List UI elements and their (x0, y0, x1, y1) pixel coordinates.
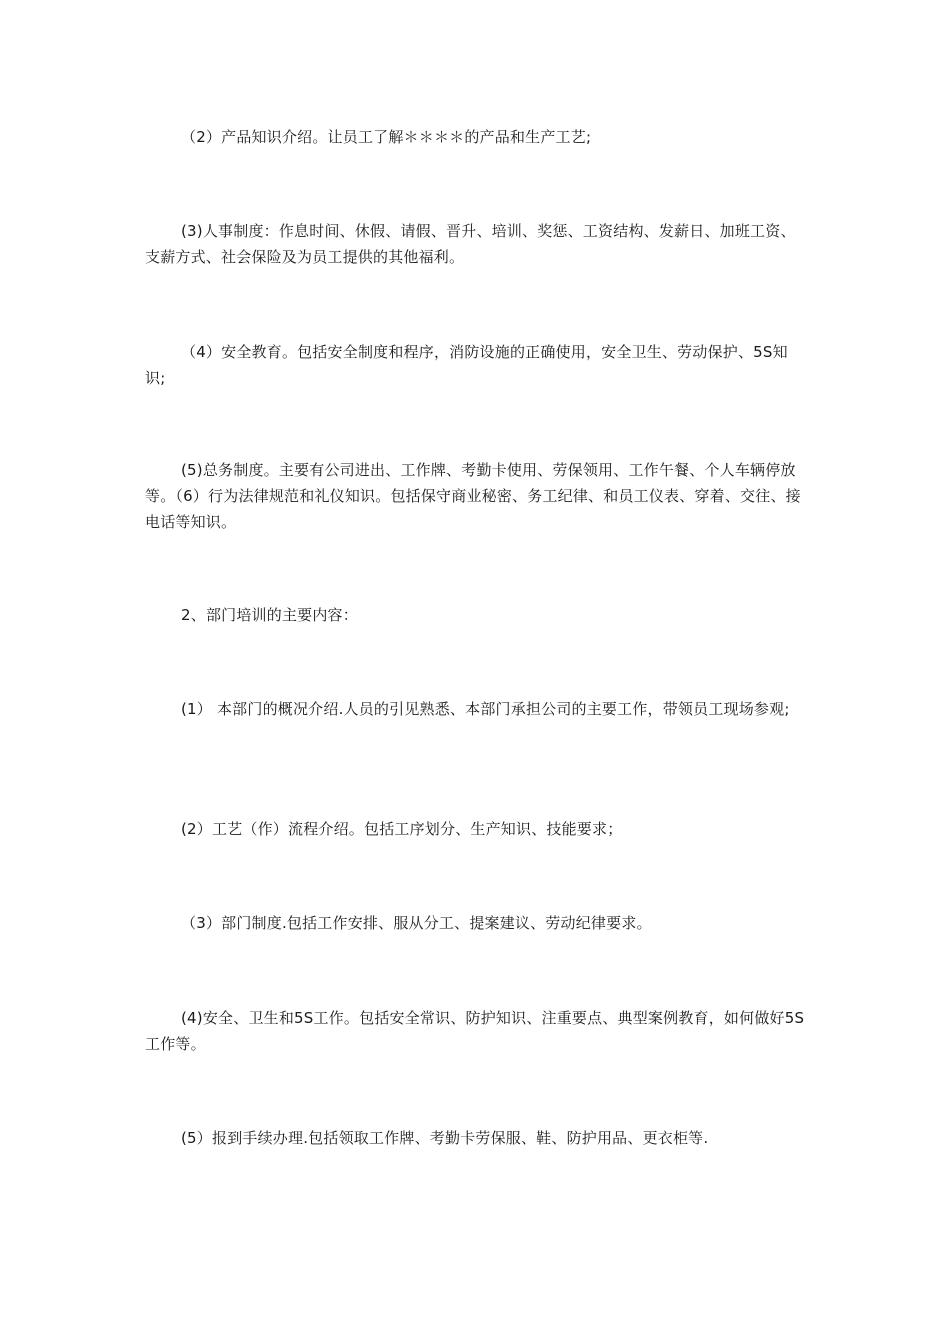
paragraph-product-knowledge: （2）产品知识介绍。让员工了解＊＊＊＊的产品和生产工艺; (181, 128, 592, 146)
paragraph-department-rules: （3）部门制度.包括工作安排、服从分工、提案建议、劳动纪律要求。 (181, 914, 652, 932)
paragraph-department-overview: (1） 本部门的概况介绍.人员的引见熟悉、本部门承担公司的主要工作，带领员工现场参观; (181, 700, 790, 718)
paragraph-general-affairs: (5)总务制度。主要有公司进出、工作牌、考勤卡使用、劳保领用、工作午餐、个人车辆停放等。（6）行为法律规范和礼仪知识。包括保守商业秘密、务工纪律、和员工仪表、穿着、交往、接电话等知识。 (145, 461, 801, 531)
paragraph-registration: (5）报到手续办理.包括领取工作牌、考勤卡劳保服、鞋、防护用品、更衣柜等. (181, 1129, 709, 1147)
paragraph-hr-policy: (3)人事制度：作息时间、休假、请假、晋升、培训、奖惩、工资结构、发薪日、加班工资、支薪方式、社会保险及为员工提供的其他福利。 (145, 222, 796, 266)
paragraph-process-introduction: (2）工艺（作）流程介绍。包括工序划分、生产知识、技能要求； (181, 820, 623, 838)
paragraph-safety-5s: (4)安全、卫生和5S工作。包括安全常识、防护知识、注重要点、典型案例教育，如何做好5S工作等。 (145, 1009, 805, 1053)
paragraph-safety-education: （4）安全教育。包括安全制度和程序，消防设施的正确使用，安全卫生、劳动保护、5S知识; (145, 343, 788, 387)
section-heading-department-training: 2、部门培训的主要内容： (181, 606, 358, 624)
